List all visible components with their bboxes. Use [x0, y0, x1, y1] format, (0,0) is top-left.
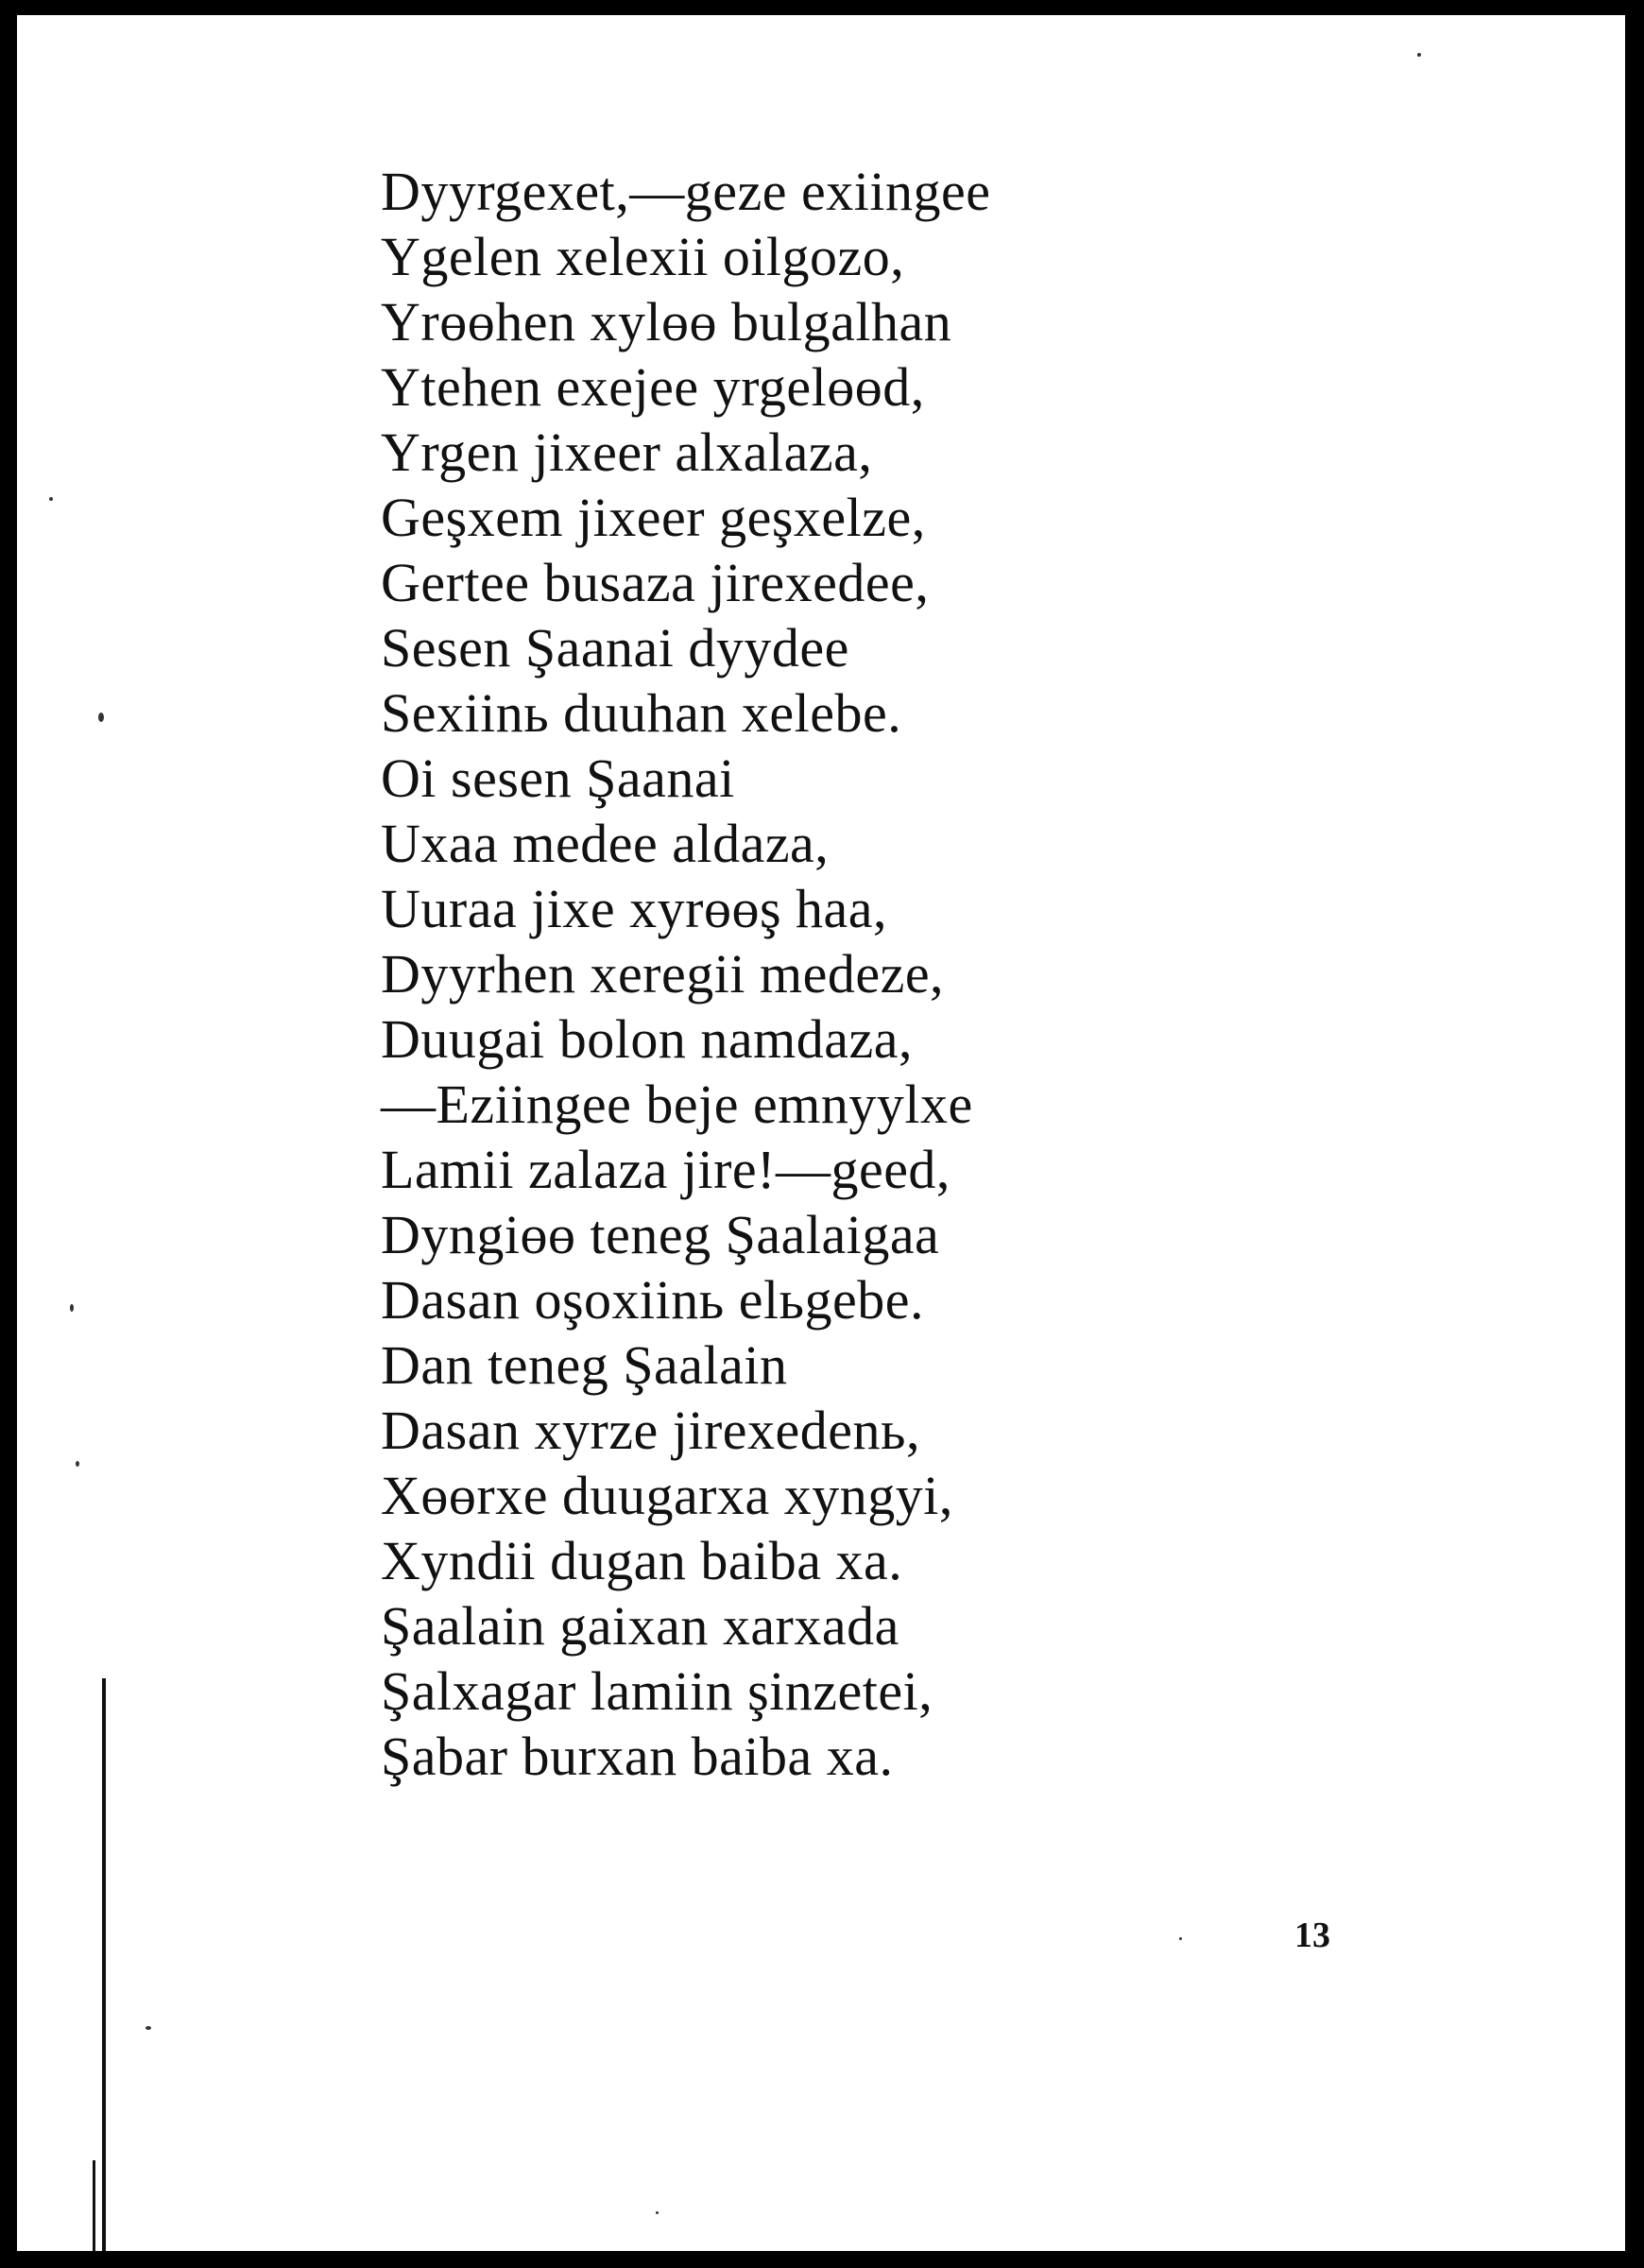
poem-line: Geşxem jixeer geşxelze, — [381, 487, 926, 548]
scan-speck — [76, 1461, 79, 1467]
scan-edge-line-lower — [93, 2160, 95, 2251]
scan-speck — [1417, 53, 1421, 57]
page-number: 13 — [1294, 1916, 1330, 1955]
poem-line: Oi sesen Şaanai — [381, 747, 735, 809]
poem-line: Xyndii dugan baiba xa. — [381, 1530, 903, 1591]
poem-line: Gertee busaza jirexedee, — [381, 552, 930, 613]
poem-line: Yrgen jixeer alxalaza, — [381, 421, 873, 483]
poem-line: Dyyrgexet,—geze exiingee — [381, 161, 991, 222]
poem-line: Dyyrhen xeregii medeze, — [381, 943, 945, 1005]
scan-speck — [1179, 1937, 1182, 1940]
scan-speck — [146, 2026, 151, 2030]
poem-line: Sexiinь duuhan xelebe. — [381, 682, 902, 744]
poem-line: Yrɵɵhen xylɵɵ bulgalhan — [381, 291, 952, 352]
poem-line: —Eziingee beje emnyylxe — [381, 1074, 973, 1135]
poem-line: Dyngiɵɵ teneg Şaalaigaa — [381, 1204, 940, 1265]
poem-line: Duugai bolon namdaza, — [381, 1008, 913, 1070]
scan-speck — [70, 1304, 74, 1312]
poem-line: Sesen Şaanai dyydee — [381, 617, 849, 679]
poem-line: Şalxagar lamiin şinzetei, — [381, 1660, 933, 1722]
poem-line: Uxaa medee aldaza, — [381, 813, 830, 874]
poem-line: Uuraa jixe xyrɵɵş haa, — [381, 878, 888, 939]
scan-speck — [656, 2211, 659, 2214]
poem-line: Dasan oşoxiinь elьgebe. — [381, 1269, 924, 1331]
scan-speck — [98, 713, 104, 722]
book-page — [17, 15, 1625, 2251]
poem-line: Xɵɵrxe duugarxa xyngyi, — [381, 1465, 953, 1526]
poem-line: Dasan xyrze jirexedenь, — [381, 1400, 920, 1461]
scan-speck — [49, 497, 53, 501]
poem-line: Şabar burxan baiba xa. — [381, 1726, 894, 1787]
poem-line: Ytehen exejee yrgelɵɵd, — [381, 356, 925, 418]
poem-text — [381, 159, 1344, 1789]
poem-line: Dan teneg Şaalain — [381, 1334, 788, 1396]
scan-edge-line — [102, 1678, 106, 2251]
poem-line: Lamii zalaza jire!—geed, — [381, 1139, 950, 1200]
poem-line: Ygelen xelexii oilgozo, — [381, 226, 905, 287]
poem-line: Şaalain gaixan xarxada — [381, 1595, 899, 1657]
